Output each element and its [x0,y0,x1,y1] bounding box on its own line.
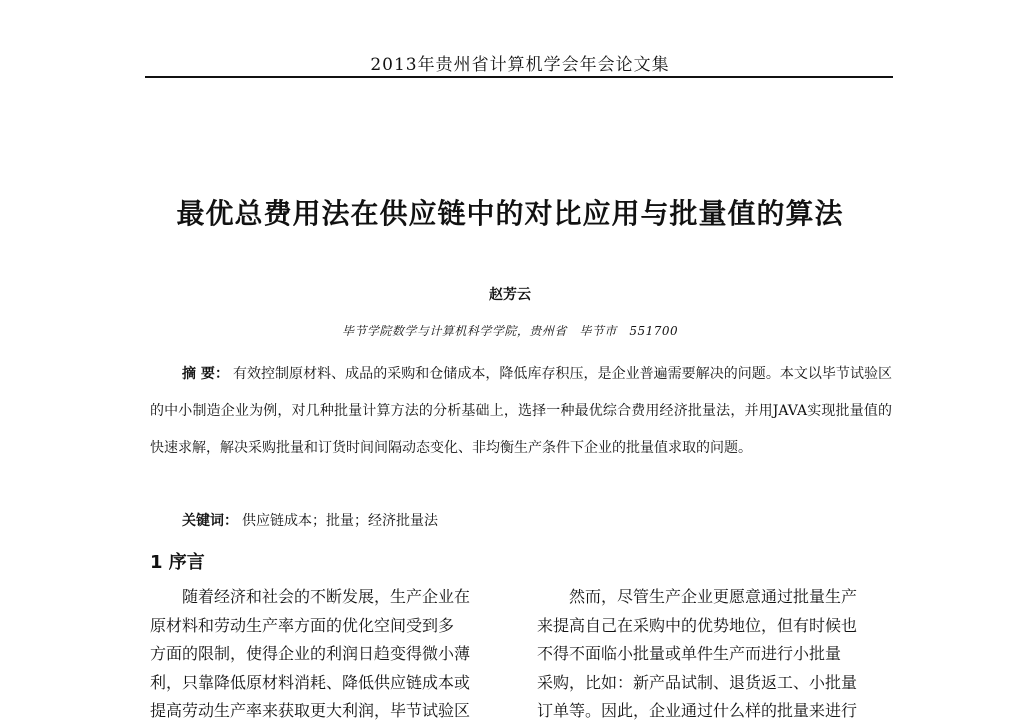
body-column-left [150,583,507,720]
running-header: 2013年贵州省计算机学会年会论文集 [370,55,670,75]
body-line: 随着经济和社会的不断发展，生产企业在 [182,587,471,606]
paper-title: 最优总费用法在供应链中的对比应用与批量值的算法 [176,197,844,230]
body-line: 方面的限制，使得企业的利润日趋变得微小薄 [150,644,471,663]
abstract-label: 摘 要： [182,366,229,382]
body-line: 来提高自己在采购中的优势地位，但有时候也 [537,615,858,635]
header-rule [145,76,893,78]
abstract-text: 有效控制原材料、成品的采购和仓储成本，降低库存积压，是企业普遍需要解决的问题。本文以毕节试验区的中小制造企业为例，对几种批量计算方法的分析基础上，选择一种最优综合费用经济批量法，并用JAVA实现批量值的快速求解，解决采购批量和订货时间间隔动态变化、非均衡生产条件下企业的批量值求取的问题。 [150,366,893,456]
body-line: 不得不面临小批量或单件生产而进行小批量 [537,644,842,663]
body-line: 原材料和劳动生产率方面的优化空间受到多 [150,615,455,635]
body-line: 提高劳动生产率来获取更大利润，毕节试验区 [150,701,471,720]
abstract-paragraph [150,356,892,467]
keywords-text: 供应链成本；批量；经济批量法 [242,513,438,529]
body-line: 采购，比如：新产品试制、退货返工、小批量 [537,672,858,692]
keywords-line [182,510,882,530]
author-name: 赵芳云 [489,287,531,303]
body-line: 利，只靠降低原材料消耗、降低供应链成本或 [150,672,471,692]
body-line: 订单等。因此，企业通过什么样的批量来进行 [537,701,858,720]
keywords-label: 关键词： [182,513,238,529]
abstract-block [150,356,892,467]
section-heading: 1 序言 [150,552,205,573]
body-column-right [537,583,893,720]
body-line: 然而，尽管生产企业更愿意通过批量生产 [569,587,858,606]
author-affiliation: 毕节学院数学与计算机科学学院，贵州省 毕节市 551700 [341,324,679,338]
